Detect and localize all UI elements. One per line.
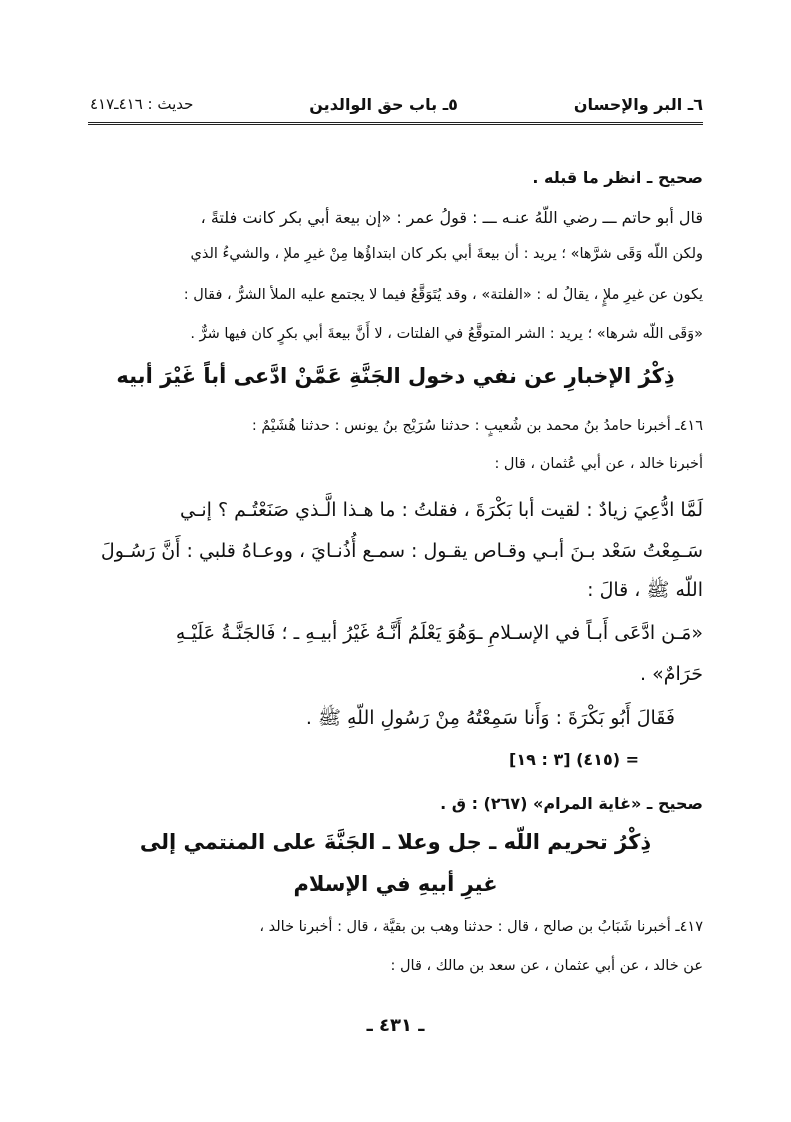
header-rule xyxy=(88,122,703,125)
chapter-heading: ذِكْرُ الإخبارِ عن نفي دخول الجَنَّةِ عَمَّنْ ادَّعى أباً غَيْرَ أبيه xyxy=(116,364,675,388)
isnad-line: ٤١٧ـ أخبرنا شَبَابُ بن صالح ، قال : حدثنا وهب بن بقيَّة ، قال : أخبرنا خالد ، xyxy=(259,919,703,935)
isnad-line: عن خالد ، عن أبي عثمان ، عن سعد بن مالك ، قال : xyxy=(390,958,703,974)
hadith-text-line: «مَـن ادَّعَى أَبـاً في الإسـلامِ ـوَهُوَ يَعْلَمُ أَنَّـهُ غَيْرُ أبيـهِ ـ ؛ فَالجَنَّـةُ عَلَيْـهِ xyxy=(175,622,703,644)
commentary-line: قال أبو حاتم ـــ رضي اللّهُ عنـه ـــ : قولُ عمر : «إن بيعة أبي بكر كانت فلتةً ، xyxy=(200,208,703,227)
chapter-heading: غيرِ أبيهِ في الإسلام xyxy=(293,872,498,896)
commentary-line: يكون عن غيرِ ملإٍ ، يقالُ له : «الفلتة» ، وقد يُتَوَقَّعُ فيما لا يجتمع عليه الملأ الشرُّ ، فقال : xyxy=(183,287,703,303)
hadith-text-line: فَقَالَ أَبُو بَكْرَةَ : وَأَنا سَمِعْتُهُ مِنْ رَسُولِ اللّهِ ﷺ . xyxy=(305,707,675,729)
cross-reference: = (٤١٥) [٣ : ١٩] xyxy=(509,750,639,769)
isnad-line: أخبرنا خالد ، عن أبي عُثمان ، قال : xyxy=(494,456,703,472)
running-header xyxy=(90,88,703,120)
section-title: ٥ـ باب حق الوالدين xyxy=(309,94,458,114)
chapter-title: ٦ـ البر والإحسان xyxy=(573,94,703,114)
chapter-heading: ذِكْرُ تحريم اللّه ـ جل وعلا ـ الجَنَّةَ على المنتمي إلى xyxy=(139,830,652,854)
hadith-text-line: حَرَامٌ» . xyxy=(640,663,703,685)
commentary-line: ولكن اللّه وَقَى شرَّها» ؛ يريد : أن بيعةَ أبي بكر كان ابتداؤُها مِنْ غيرِ ملإ ، والشيءُ الذي xyxy=(190,246,703,262)
hadith-range: حديث : ٤١٦ـ٤١٧ xyxy=(90,95,194,113)
isnad-line: ٤١٦ـ أخبرنا حامدُ بنُ محمد بن شُعيبٍ : حدثنا سُرَيْج بنُ يونس : حدثنا هُشَيْمٌ : xyxy=(251,418,703,434)
hadith-text-line: لَمَّا ادُّعِيَ زيادٌ : لقيت أبا بَكْرَةَ ، فقلتُ : ما هـذا الَّـذي صَنَعْتُـم ؟ إنـي xyxy=(179,499,703,521)
hadith-text-line: اللّه ﷺ ، قالَ : xyxy=(587,579,703,601)
page-number: ـ ٤٣١ ـ xyxy=(366,1015,425,1036)
hadith-text-line: سَـمِعْتُ سَعْد بـنَ أبـي وقـاص يقـول : سمـع أُذُنـايَ ، ووعـاهُ قلبي : أَنَّ رَسُـولَ xyxy=(100,540,703,562)
commentary-line: «وَقَى اللّه شرها» ؛ يريد : الشر المتوقَّعُ في الفلتات ، لا أَنَّ بيعةَ أبي بكرٍ كان فيها شرٌّ . xyxy=(190,326,703,342)
grading-note: صحيح ـ «غاية المرام» (٢٦٧) : ق . xyxy=(440,794,703,813)
grading-note: صحيح ـ انظر ما قبله . xyxy=(532,168,703,187)
